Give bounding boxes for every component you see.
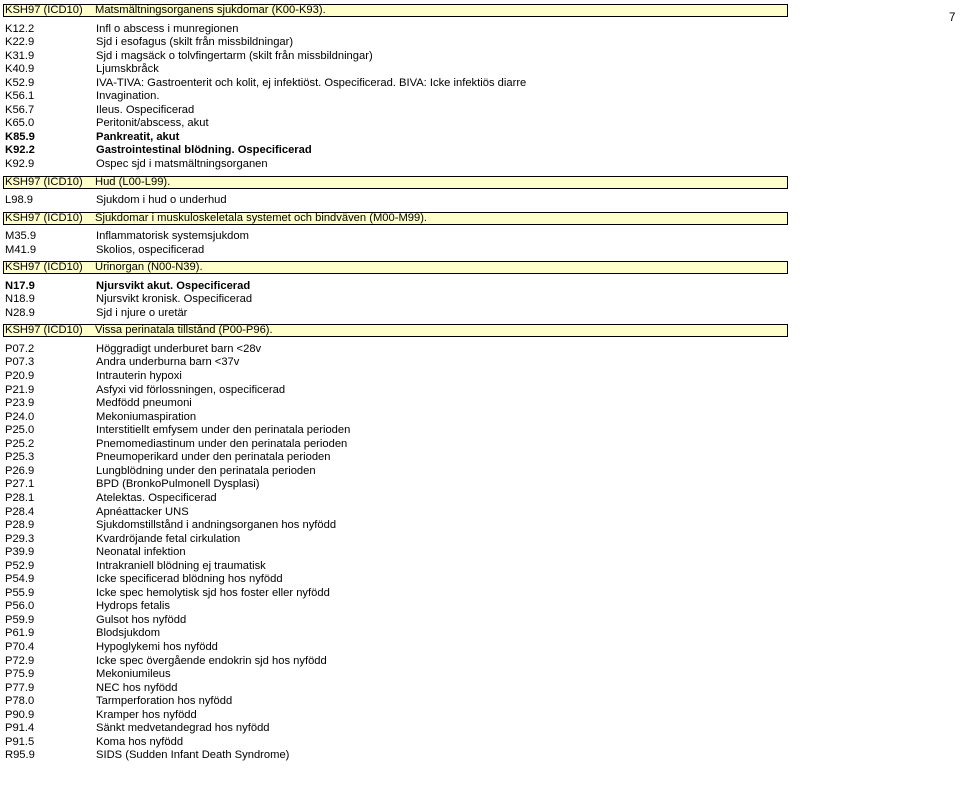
- diagnosis-code: P78.0: [5, 695, 35, 708]
- diagnosis-code: N28.9: [5, 306, 35, 319]
- diagnosis-code: P27.1: [5, 478, 35, 491]
- diagnosis-text: Peritonit/abscess, akut: [96, 117, 209, 130]
- diagnosis-code: P70.4: [5, 640, 35, 653]
- diagnosis-text: Hydrops fetalis: [96, 600, 170, 613]
- diagnosis-code: N17.9: [5, 279, 35, 292]
- section-header-title: Urinorgan (N00-N39).: [95, 261, 203, 274]
- diagnosis-text: Infl o abscess i munregionen: [96, 22, 239, 35]
- diagnosis-code: P56.0: [5, 600, 35, 613]
- diagnosis-text: Ospec sjd i matsmältningsorganen: [96, 158, 268, 170]
- diagnosis-text: Gulsot hos nyfödd: [96, 613, 187, 626]
- diagnosis-text: Icke spec övergående endokrin sjd hos nyfödd: [96, 654, 327, 667]
- diagnosis-code: P75.9: [5, 668, 35, 680]
- diagnosis-code: P61.9: [5, 627, 35, 640]
- section-header: [3, 212, 788, 225]
- diagnosis-text: Kvardröjande fetal cirkulation: [96, 532, 241, 545]
- diagnosis-text: Sjd i njure o uretär: [96, 306, 188, 319]
- diagnosis-text: Lungblödning under den perinatala perioden: [96, 464, 316, 477]
- diagnosis-code: P91.5: [5, 735, 35, 748]
- diagnosis-code: K56.1: [5, 90, 35, 103]
- diagnosis-code: P28.1: [5, 491, 35, 504]
- diagnosis-code: K22.9: [5, 36, 35, 48]
- diagnosis-code: P07.2: [5, 342, 35, 355]
- diagnosis-code: P39.9: [5, 546, 35, 559]
- diagnosis-code: P20.9: [5, 370, 35, 382]
- diagnosis-code: K31.9: [5, 49, 35, 62]
- diagnosis-code: P52.9: [5, 559, 35, 572]
- diagnosis-text: Asfyxi vid förlossningen, ospecificerad: [96, 383, 286, 396]
- diagnosis-text: Skolios, ospecificerad: [96, 243, 205, 256]
- diagnosis-code: P90.9: [5, 708, 35, 721]
- diagnosis-text: Icke specificerad blödning hos nyfödd: [96, 573, 283, 586]
- diagnosis-text: Njursvikt kronisk. Ospecificerad: [96, 293, 253, 306]
- diagnosis-text: Hypoglykemi hos nyfödd: [96, 640, 218, 653]
- diagnosis-code: P23.9: [5, 397, 35, 410]
- diagnosis-code: P54.9: [5, 573, 35, 586]
- section-header-title: Vissa perinatala tillstånd (P00-P96).: [95, 324, 273, 337]
- diagnosis-code: K85.9: [5, 130, 35, 143]
- diagnosis-code: P28.4: [5, 505, 35, 518]
- diagnosis-text: Sjukdom i hud o underhud: [96, 194, 227, 207]
- diagnosis-code: K56.7: [5, 103, 35, 116]
- section-header: [3, 324, 788, 337]
- diagnosis-code: M41.9: [5, 243, 37, 256]
- diagnosis-code: P91.4: [5, 722, 35, 735]
- diagnosis-code: K65.0: [5, 117, 35, 130]
- diagnosis-code: P77.9: [5, 681, 35, 694]
- diagnosis-code: P24.0: [5, 410, 35, 423]
- diagnosis-text: Sjd i esofagus (skilt från missbildningar): [96, 36, 294, 48]
- diagnosis-text: Kramper hos nyfödd: [96, 708, 197, 721]
- section-header-title: Matsmältningsorganens sjukdomar (K00-K93).: [95, 4, 326, 16]
- diagnosis-text: Intrakraniell blödning ej traumatisk: [96, 559, 266, 572]
- diagnosis-text: Njursvikt akut. Ospecificerad: [96, 279, 251, 292]
- diagnosis-code: P25.3: [5, 451, 35, 464]
- diagnosis-text: Sjd i magsäck o tolvfingertarm (skilt från missbildningar): [96, 49, 373, 62]
- diagnosis-text: Sjukdomstillstånd i andningsorganen hos nyfödd: [96, 519, 337, 531]
- diagnosis-text: Ileus. Ospecificerad: [96, 103, 195, 116]
- diagnosis-text: Invagination.: [96, 90, 160, 103]
- section-header: [3, 261, 788, 274]
- diagnosis-text: Ljumskbråck: [96, 63, 159, 76]
- diagnosis-code: P72.9: [5, 654, 35, 667]
- diagnosis-text: Andra underburna barn <37v: [96, 356, 240, 369]
- diagnosis-code: K92.2: [5, 144, 35, 157]
- diagnosis-text: Blodsjukdom: [96, 627, 161, 640]
- diagnosis-code: P25.2: [5, 437, 35, 450]
- diagnosis-code: P55.9: [5, 586, 35, 599]
- diagnosis-code: K40.9: [5, 63, 35, 76]
- diagnosis-text: Höggradigt underburet barn <28v: [96, 342, 262, 355]
- diagnosis-text: Inflammatorisk systemsjukdom: [96, 230, 249, 243]
- diagnosis-text: Mekoniumaspiration: [96, 410, 197, 423]
- diagnosis-code: N18.9: [5, 293, 35, 306]
- diagnosis-code: L98.9: [5, 194, 33, 207]
- diagnosis-code: K52.9: [5, 76, 35, 89]
- section-header-code: KSH97 (ICD10): [5, 211, 83, 224]
- diagnosis-text: Pnemomediastinum under den perinatala perioden: [96, 437, 348, 450]
- diagnosis-code: P25.0: [5, 424, 35, 437]
- section-header-code: KSH97 (ICD10): [5, 261, 83, 274]
- diagnosis-code: R95.9: [5, 749, 35, 762]
- diagnosis-code: K92.9: [5, 158, 35, 170]
- diagnosis-code: P29.3: [5, 532, 35, 545]
- diagnosis-text: Pankreatit, akut: [96, 130, 180, 143]
- diagnosis-text: BPD (BronkoPulmonell Dysplasi): [96, 478, 260, 491]
- diagnosis-code: P07.3: [5, 356, 35, 369]
- section-header: [3, 176, 788, 189]
- diagnosis-text: Mekoniumileus: [96, 668, 171, 680]
- diagnosis-code: K12.2: [5, 22, 35, 35]
- diagnosis-text: Medfödd pneumoni: [96, 397, 192, 410]
- section-header-title: Hud (L00-L99).: [95, 175, 171, 188]
- section-header: [3, 4, 788, 17]
- diagnosis-text: Gastrointestinal blödning. Ospecificerad: [96, 144, 312, 157]
- diagnosis-text: Tarmperforation hos nyfödd: [96, 695, 233, 708]
- diagnosis-code: M35.9: [5, 230, 37, 243]
- diagnosis-text: Intrauterin hypoxi: [96, 370, 182, 382]
- diagnosis-text: Pneumoperikard under den perinatala perioden: [96, 451, 331, 464]
- diagnosis-code: P26.9: [5, 464, 35, 477]
- diagnosis-code: P21.9: [5, 383, 35, 396]
- diagnosis-text: Sänkt medvetandegrad hos nyfödd: [96, 722, 270, 735]
- section-header-code: KSH97 (ICD10): [5, 175, 83, 188]
- diagnosis-code: P59.9: [5, 613, 35, 626]
- diagnosis-code: P28.9: [5, 519, 35, 531]
- diagnosis-text: Neonatal infektion: [96, 546, 186, 559]
- section-header-code: KSH97 (ICD10): [5, 4, 83, 16]
- page-number: 7: [949, 12, 956, 24]
- diagnosis-text: IVA-TIVA: Gastroenterit och kolit, ej infektiöst. Ospecificerad. BIVA: Icke infektiös diarre: [96, 76, 527, 89]
- diagnosis-text: Atelektas. Ospecificerad: [96, 491, 217, 504]
- section-header-title: Sjukdomar i muskuloskeletala systemet och bindväven (M00-M99).: [95, 211, 428, 224]
- diagnosis-text: NEC hos nyfödd: [96, 681, 178, 694]
- section-header-code: KSH97 (ICD10): [5, 324, 83, 337]
- diagnosis-text: Icke spec hemolytisk sjd hos foster eller nyfödd: [96, 586, 330, 599]
- diagnosis-text: Interstitiellt emfysem under den perinatala perioden: [96, 424, 351, 437]
- diagnosis-text: SIDS (Sudden Infant Death Syndrome): [96, 749, 290, 762]
- diagnosis-text: Apnéattacker UNS: [96, 505, 189, 518]
- diagnosis-text: Koma hos nyfödd: [96, 735, 184, 748]
